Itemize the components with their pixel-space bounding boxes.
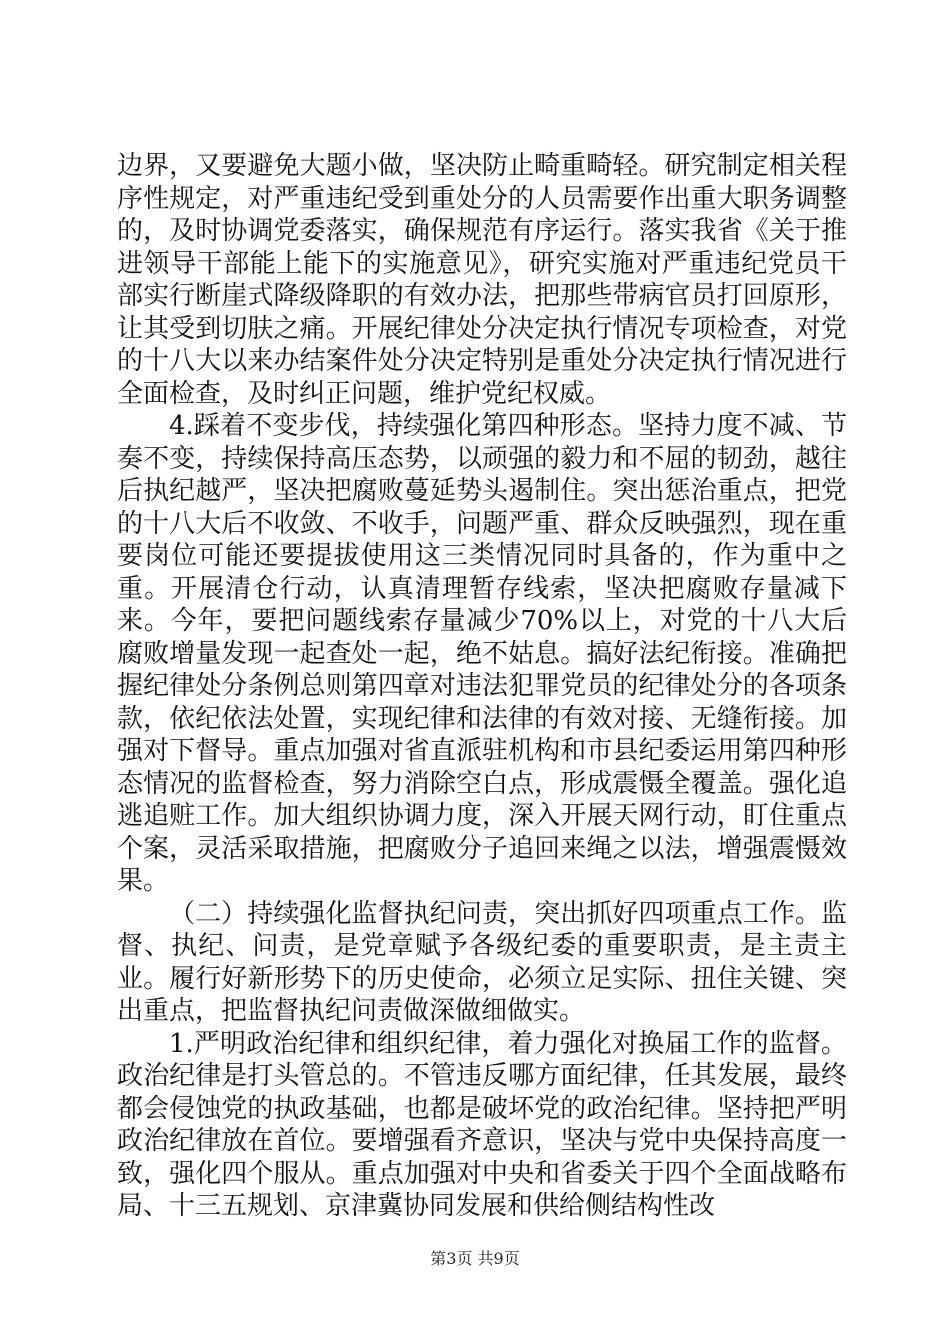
paragraph-item-1: 1.严明政治纪律和组织纪律，着力强化对换届工作的监督。政治纪律是打头管总的。不管违反哪方面纪律，任其发展，最终都会侵蚀党的执政基础，也都是破坏党的政治纪律。坚持把严明政治纪律放在首位。要增强看齐意识，坚决与党中央保持高度一致，强化四个服从。重点加强对中央和省委关于四个全面战略布局、十三五规划、京津冀协同发展和供给侧结构性改 — [117, 1028, 847, 1221]
paragraph-section-2: （二）持续强化监督执纪问责，突出抓好四项重点工作。监督、执纪、问责，是党章赋予各级纪委的重要职责，是主责主业。履行好新形势下的历史使命，必须立足实际、扭住关键、突出重点，把监督执纪问责做深做细做实。 — [117, 898, 847, 1026]
paragraph-continuation: 边界，又要避免大题小做，坚决防止畸重畸轻。研究制定相关程序性规定，对严重违纪受到重处分的人员需要作出重大职务调整的，及时协调党委落实，确保规范有序运行。落实我省《关于推进领导干部能上能下的实施意见》，研究实施对严重违纪党员干部实行断崖式降级降职的有效办法，把那些带病官员打回原形，让其受到切肤之痛。开展纪律处分决定执行情况专项检查，对党的十八大以来办结案件处分决定特别是重处分决定执行情况进行全面检查，及时纠正问题，维护党纪权威。 — [117, 151, 847, 409]
paragraph-item-4: 4.踩着不变步伐，持续强化第四种形态。坚持力度不减、节奏不变，持续保持高压态势，以顽强的毅力和不屈的韧劲，越往后执纪越严，坚决把腐败蔓延势头遏制住。突出惩治重点，把党的十八大后不收敛、不收手，问题严重、群众反映强烈，现在重要岗位可能还要提拔使用这三类情况同时具备的，作为重中之重。开展清仓行动，认真清理暂存线索，坚决把腐败存量减下来。今年，要把问题线索存量减少70%以上，对党的十八大后腐败增量发现一起查处一起，绝不姑息。搞好法纪衔接。准确把握纪律处分条例总则第四章对违法犯罪党员的纪律处分的各项条款，依纪依法处置，实现纪律和法律的有效对接、无缝衔接。加强对下督导。重点加强对省直派驻机构和市县纪委运用第四种形态情况的监督检查，努力消除空白点，形成震慑全覆盖。强化追逃追赃工作。加大组织协调力度，深入开展天网行动，盯住重点个案，灵活采取措施，把腐败分子追回来绳之以法，增强震慑效果。 — [117, 411, 847, 896]
page-footer: 第3页 共9页 — [430, 1249, 520, 1268]
document-body — [117, 150, 847, 1223]
